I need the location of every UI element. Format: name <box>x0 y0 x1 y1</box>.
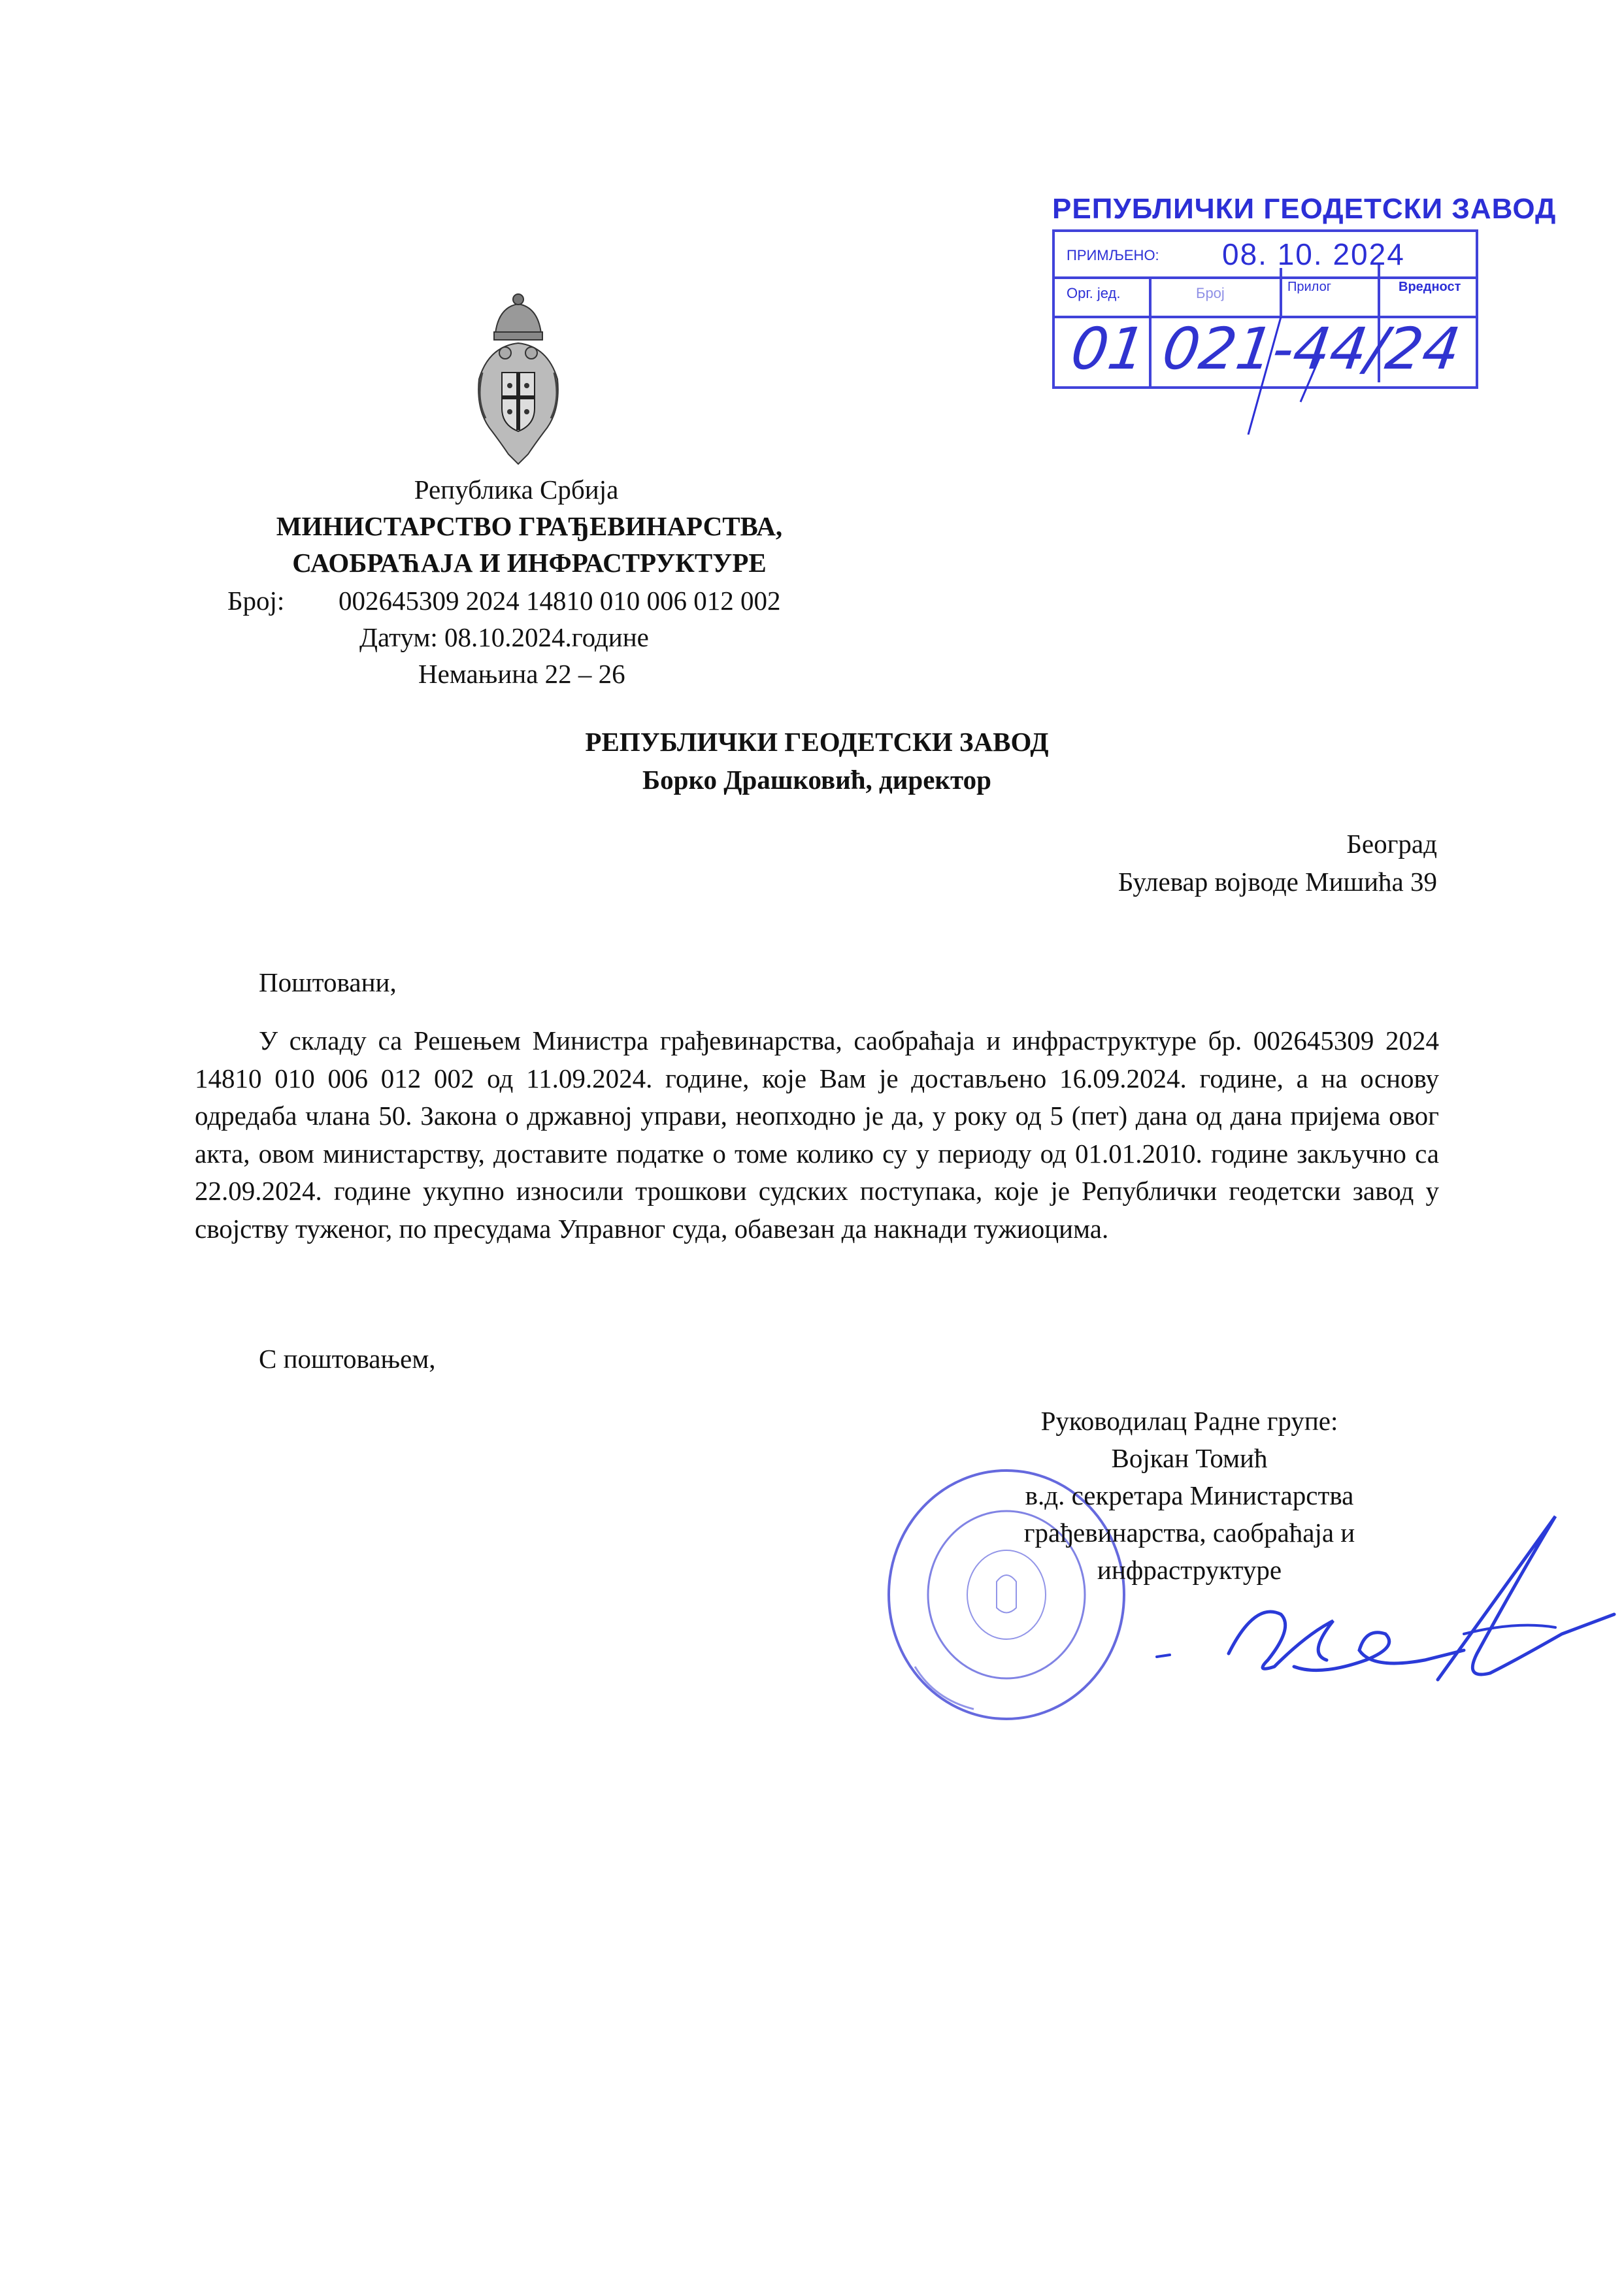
document-number-label: Број: <box>227 586 285 616</box>
header-country: Република Србија <box>414 474 619 505</box>
recipient-street: Булевар војводе Мишића 39 <box>1118 867 1437 897</box>
received-stamp-title: РЕПУБЛИЧКИ ГЕОДЕТСКИ ЗАВОД <box>1052 193 1557 225</box>
letter-salutation: Поштовани, <box>259 967 397 997</box>
recipient-person: Борко Драшковић, директор <box>642 765 991 795</box>
document-number-value: 002645309 2024 14810 010 006 012 002 <box>339 586 781 616</box>
received-stamp-received-label: ПРИМЉЕНО: <box>1067 247 1159 263</box>
received-stamp-org-unit-label: Орг. јед. <box>1067 285 1121 301</box>
received-stamp-value-label: Вредност <box>1399 280 1461 294</box>
received-stamp-attachment-label: Прилог <box>1287 280 1331 294</box>
handwritten-signature-icon <box>1059 1503 1621 1712</box>
recipient-city: Београд <box>1346 829 1437 859</box>
signatory-role: Руководилац Радне групе: <box>1040 1406 1338 1436</box>
header-ministry-line1: МИНИСТАРСТВО ГРАЂЕВИНАРСТВА, <box>276 511 783 541</box>
received-stamp-number-label: Број <box>1196 285 1225 301</box>
header-date: Датум: 08.10.2024.године <box>359 622 649 652</box>
signatory-title-line3: инфраструктуре <box>1097 1555 1282 1585</box>
received-stamp-date: 08. 10. 2024 <box>1222 237 1405 271</box>
received-stamp-handwritten-number: 01 021-44/24 <box>1067 315 1465 382</box>
signatory-title-line2: грађевинарства, саобраћаја и <box>1023 1518 1355 1548</box>
coat-of-arms-icon <box>469 288 567 471</box>
header-address: Немањина 22 – 26 <box>418 659 625 689</box>
header-ministry-line2: САОБРАЋАЈА И ИНФРАСТРУКТУРЕ <box>292 548 767 578</box>
signatory-title-line1: в.д. секретара Министарства <box>1025 1480 1354 1510</box>
header-document-number <box>227 582 781 620</box>
letter-body: У складу са Решењем Министра грађевинарства, саобраћаја и инфраструктуре бр. 002645309 2024 14810 010 006 012 002 од 11.09.2024. године, које Вам је достављено 16.09.2024. године, а на основу одредаба члана 50. Закона о државној управи, неопходно је да, у року од 5 (пет) дана од дана пријема овог акта, овом министарству, доставите податке о томе колико су у периоду од 01.01.2010. године закључно са 22.09.2024. године укупно износили трошкови судских поступака, које је Републички геодетски завод у својству туженог, по пресудама Управног суда, обавезан да накнади тужиоцима. <box>195 1025 1439 1244</box>
letter-closing: С поштовањем, <box>259 1344 436 1374</box>
signatory-name: Војкан Томић <box>1111 1443 1268 1473</box>
recipient-organization: РЕПУБЛИЧКИ ГЕОДЕТСКИ ЗАВОД <box>585 727 1049 757</box>
